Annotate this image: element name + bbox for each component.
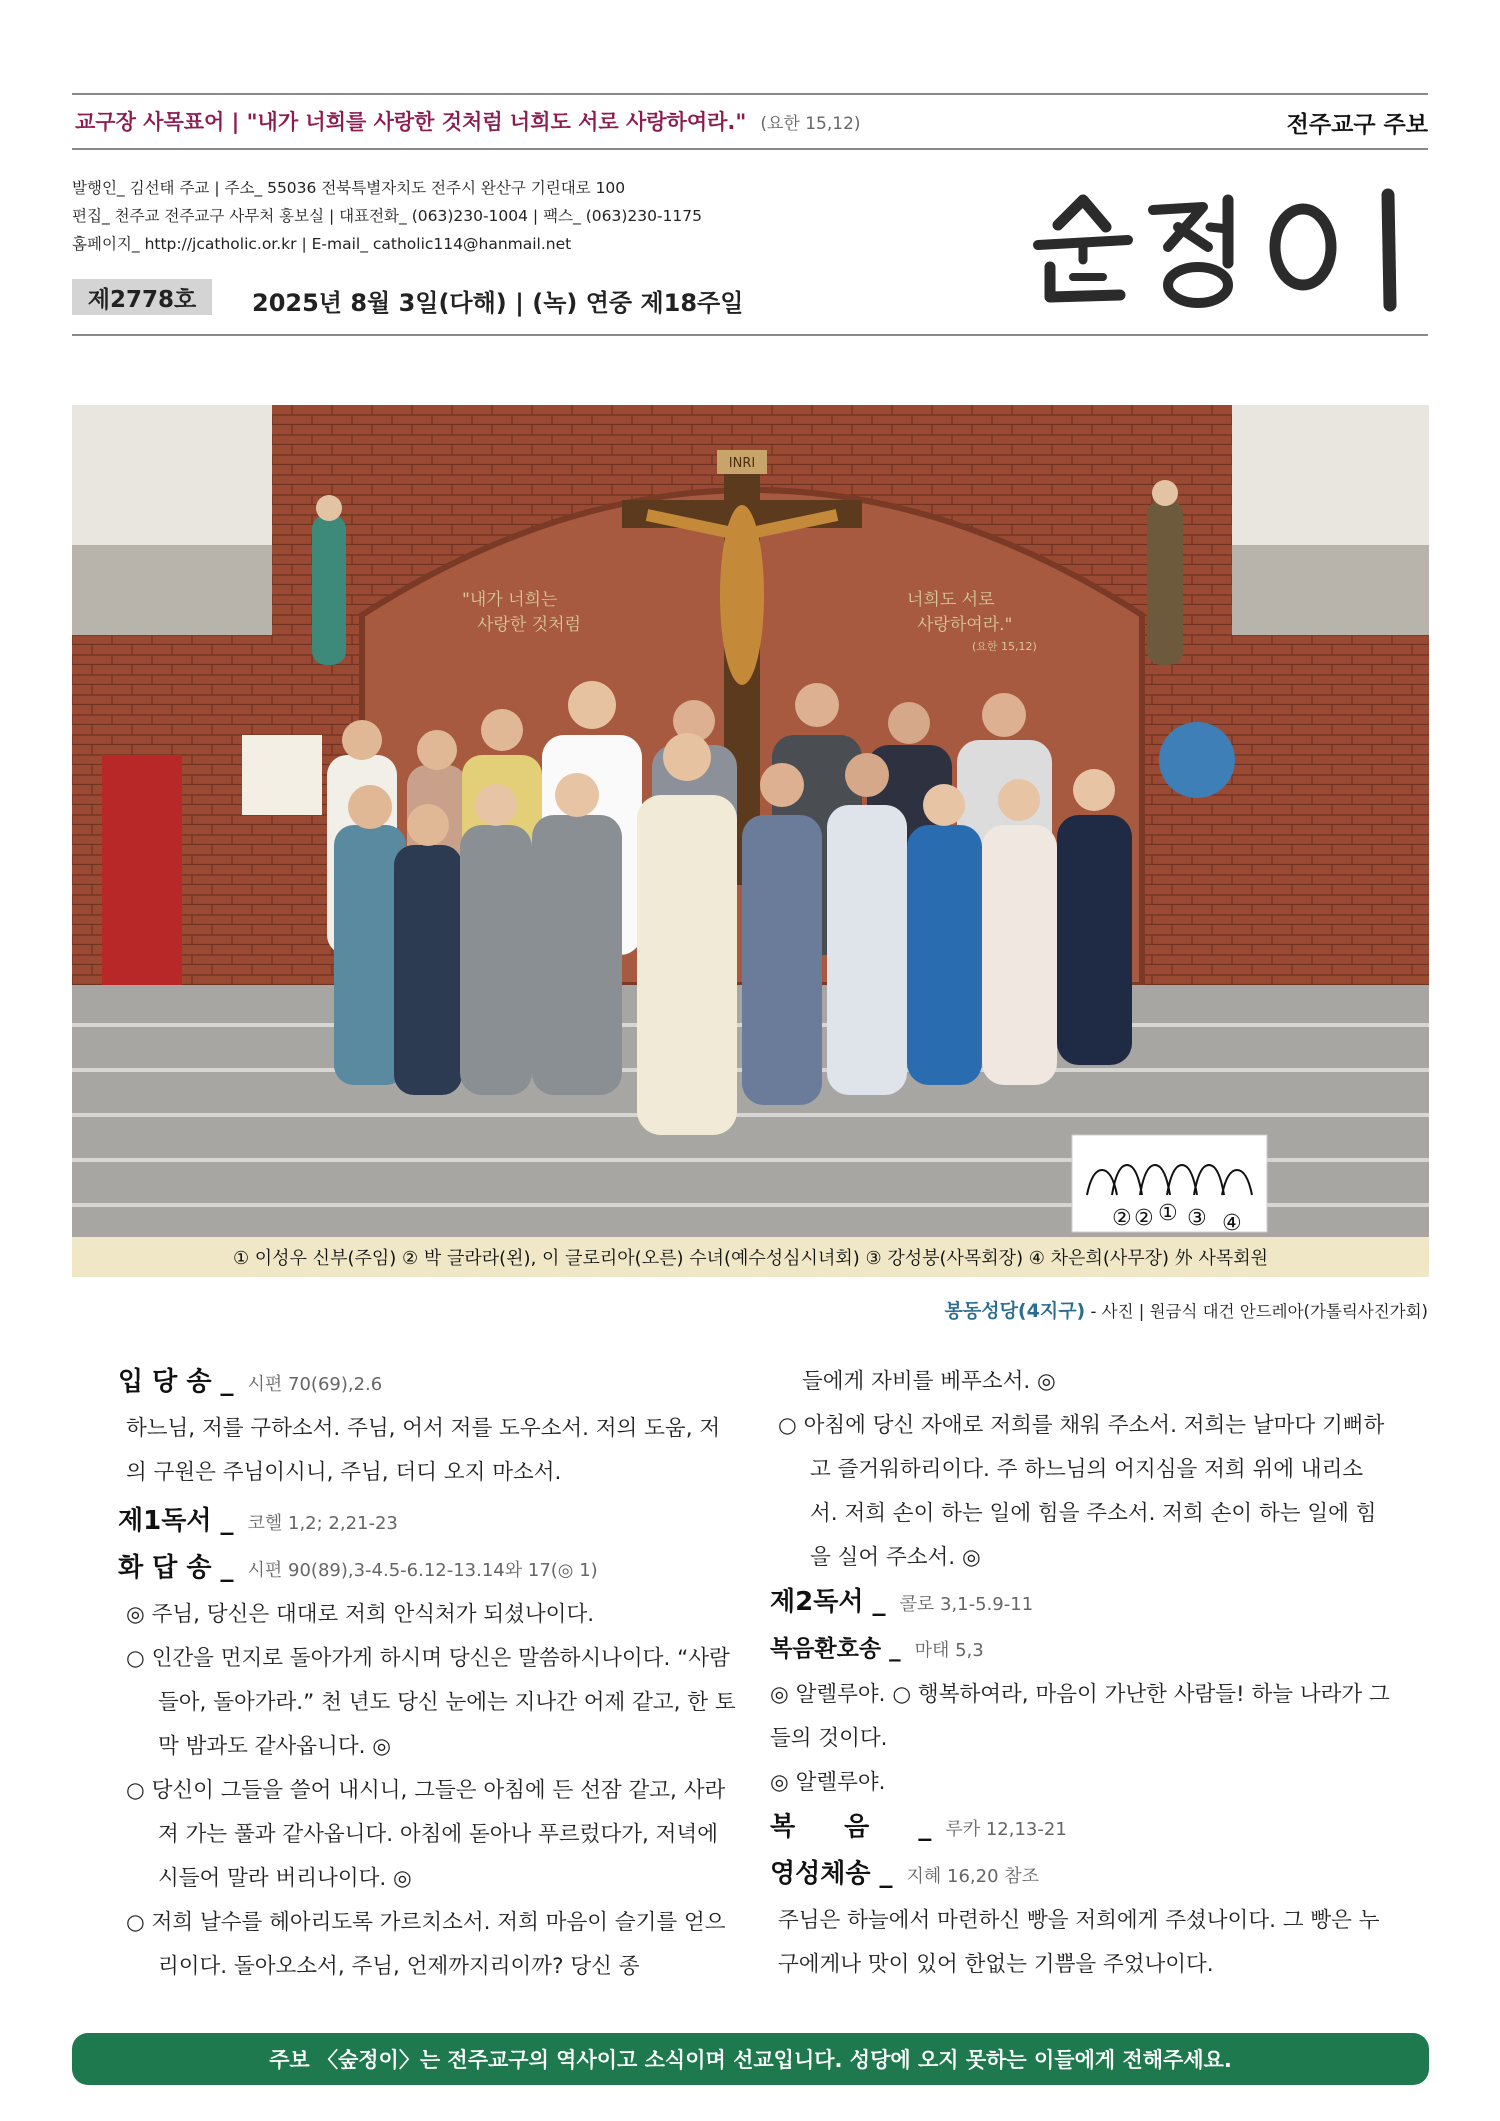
liturgy-left-column	[118, 1360, 738, 1989]
parish-emblem	[1159, 722, 1235, 798]
reading2-label: 제2독서 _	[770, 1587, 886, 1617]
photo-illustration	[72, 405, 1429, 1242]
banner-text-right-ref: (요한 15,12)	[972, 640, 1037, 653]
statue-left	[312, 515, 346, 665]
inri-plaque: INRI	[728, 456, 756, 471]
entrance-ref: 시편 70(69),2.6	[247, 1374, 383, 1395]
psalm-verse-2: ○ 당신이 그들을 쓸어 내시니, 그들은 아침에 든 선잠 같고, 사라져 가는 풀과 같사옵니다. 아침에 돋아나 푸르렀다가, 저녁에 시들어 말라 버리나이다. ◎	[126, 1778, 726, 1891]
psalm-response: ◎ 주님, 당신은 대대로 저희 안식처가 되셨나이다.	[126, 1602, 595, 1627]
entrance-antiphon: 하느님, 저를 구하소서. 주님, 어서 저를 도우소서. 저의 도움, 저의 구원은 주님이시니, 주님, 더디 오지 마소서.	[126, 1416, 721, 1485]
reading1-ref: 코헬 1,2; 2,21-23	[247, 1513, 398, 1534]
alleluia-ref: 마태 5,3	[914, 1640, 984, 1661]
bulletin-name: 전주교구 주보	[1286, 112, 1428, 138]
red-lectern	[102, 755, 182, 985]
logo-text: 숲정이	[1028, 185, 1031, 186]
photo-caption: ① 이성우 신부(주임) ② 박 글라라(왼), 이 글로리아(오른) 수녀(예수성심시녀회) ③ 강성붕(사목회장) ④ 차은희(사무장) 外 사목회원	[72, 1237, 1429, 1277]
psalm-verse-4: ○ 아침에 당신 자애로 저희를 채워 주소서. 저희는 날마다 기뻐하고 즐거워하리이다. 주 하느님의 어지심을 저희 위에 내리소서. 저희 손이 하는 일에 힘을 주소서. 저희 손이 하는 일에 힘을 실어 주소서. ◎	[778, 1413, 1385, 1570]
masthead-bottom-rule	[72, 334, 1428, 336]
communion-ref: 지혜 16,20 참조	[906, 1866, 1040, 1887]
banner-text-left-2: 사랑한 것처럼	[477, 615, 581, 635]
banner-text-left-1: "내가 너희는	[462, 590, 558, 610]
psalm-label: 화 답 송 _	[118, 1553, 234, 1583]
footer-banner: 주보 〈숲정이〉는 전주교구의 역사이고 소식이며 선교입니다. 성당에 오지 못하는 이들에게 전해주세요.	[72, 2033, 1429, 2085]
key-number-4: ④	[1222, 1211, 1242, 1236]
key-number-2a: ②	[1112, 1206, 1132, 1231]
psalm-verse-3-continued: 들에게 자비를 베푸소서. ◎	[802, 1369, 1056, 1394]
reading2-ref: 콜로 3,1-5.9-11	[899, 1594, 1034, 1615]
communion-antiphon: 주님은 하늘에서 마련하신 빵을 저희에게 주셨나이다. 그 빵은 누구에게나 맛이 있어 한없는 기쁨을 주었나이다.	[778, 1908, 1380, 1977]
website-line: 홈페이지_ http://jcatholic.or.kr | E-mail_ catholic114@hanmail.net	[72, 235, 572, 253]
key-number-2b: ②	[1134, 1206, 1154, 1231]
brush-logo-graphic	[1028, 185, 1428, 315]
bulletin-logo	[1028, 185, 1428, 315]
alleluia-closing: ◎ 알렐루야.	[770, 1770, 886, 1795]
reading1-label: 제1독서 _	[118, 1506, 234, 1536]
gospel-label: 복 음 _	[770, 1812, 932, 1842]
gospel-ref: 루카 12,13-21	[945, 1819, 1067, 1840]
parish-group-photo	[72, 405, 1429, 1242]
banner-text-right-1: 너희도 서로	[907, 590, 995, 610]
psalm-ref: 시편 90(89),3-4.5-6.12-13.14와 17(◎ 1)	[247, 1560, 598, 1581]
statue-right	[1147, 500, 1183, 665]
header-divider	[72, 148, 1428, 150]
pastoral-motto: 교구장 사목표어 | "내가 너희를 사랑한 것처럼 너희도 서로 사랑하여라." (요한 15,12)	[75, 110, 861, 134]
alleluia-verse: ◎ 알렐루야. ○ 행복하여라, 마음이 가난한 사람들! 하늘 나라가 그들의 것이다.	[770, 1682, 1390, 1751]
issue-number: 제2778호	[72, 279, 212, 315]
psalm-verse-3: ○ 저희 날수를 헤아리도록 가르치소서. 저희 마음이 슬기를 얻으리이다. 돌아오소서, 주님, 언제까지리이까? 당신 종	[126, 1910, 726, 1979]
issue-date: 2025년 8월 3일(다해) | (녹) 연중 제18주일	[252, 289, 744, 317]
parish-name: 봉동성당(4지구)	[944, 1300, 1086, 1322]
publisher-line: 발행인_ 김선태 주교 | 주소_ 55036 전북특별자치도 전주시 완산구 기린대로 100	[72, 179, 626, 197]
communion-label: 영성체송 _	[770, 1859, 893, 1889]
photo-credit	[945, 1296, 1428, 1323]
entrance-label: 입 당 송 _	[118, 1367, 234, 1397]
key-number-3: ③	[1187, 1206, 1207, 1231]
key-number-1: ①	[1158, 1201, 1178, 1226]
banner-text-right-2: 사랑하여라."	[917, 615, 1013, 635]
psalm-verse-1: ○ 인간을 먼지로 돌아가게 하시며 당신은 말씀하시나이다. “사람들아, 돌아가라.” 천 년도 당신 눈에는 지나간 어제 같고, 한 토막 밤과도 같사옵니다. ◎	[126, 1646, 736, 1759]
top-rule	[72, 93, 1428, 95]
alleluia-label: 복음환호송 _	[770, 1636, 901, 1662]
liturgy-right-column	[770, 1360, 1390, 1987]
editor-line: 편집_ 천주교 전주교구 사무처 홍보실 | 대표전화_ (063)230-1004 | 팩스_ (063)230-1175	[72, 207, 703, 225]
photographer-credit: - 사진 | 원금식 대건 안드레아(가톨릭사진가회)	[1085, 1302, 1428, 1321]
